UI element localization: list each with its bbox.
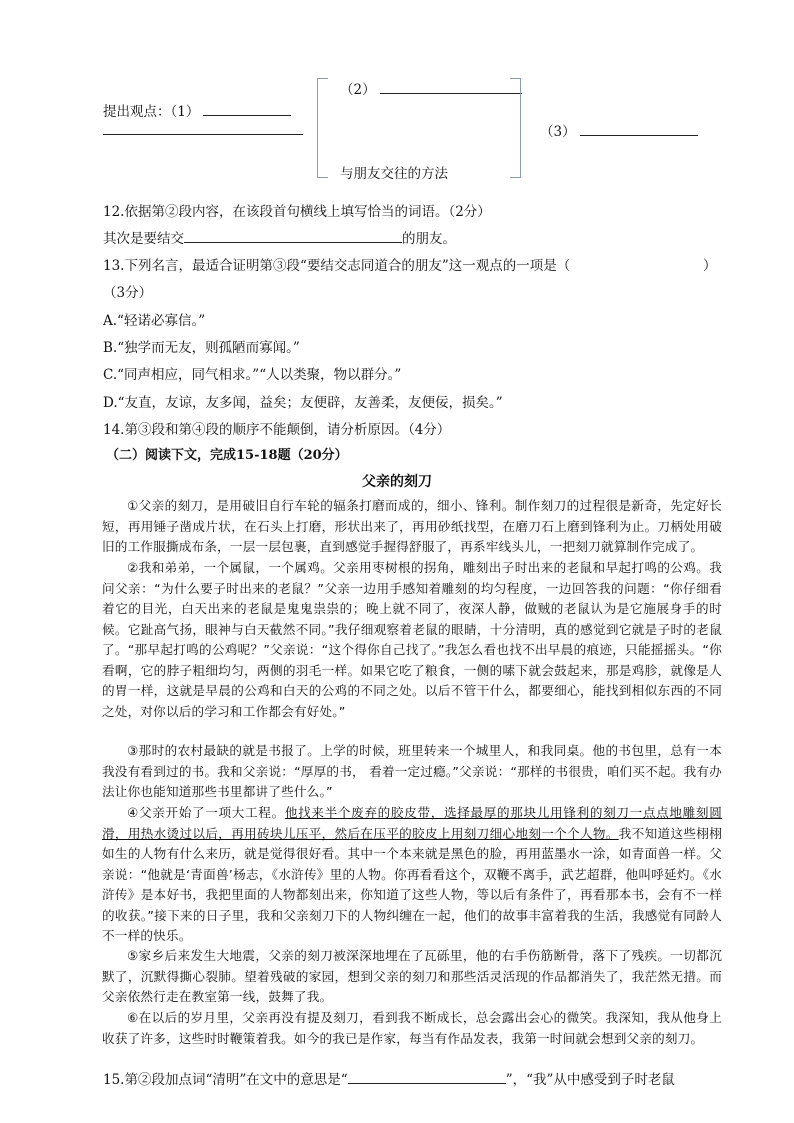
option-a[interactable]: A.“轻诺必寡信。” [103,313,206,329]
paragraph-1: ①父亲的刻刀，是用破旧自行车轮的辐条打磨而成的，细小、锋利。制作刻刀的过程很是新奇，先定好长短，再用锤子凿成片状，在石头上打磨，形状出来了，再用砂纸找型，在磨刀石上磨到锋利为止。刀柄处用破旧的工作服撕成布条，一层一层包裹，直到感觉手握得舒服了，再系牢线头儿，一把刻刀就算制作完成了。 [102,498,722,554]
question-13-close: ） [703,258,717,274]
article-title: 父亲的刻刀 [362,474,432,490]
section-2-heading: （二）阅读下文，完成15-18题（20分） [106,448,348,463]
left-bracket [317,78,328,178]
question-12-fill: 其次是要结交 的朋友。 [103,231,456,247]
answer-line-3[interactable] [580,135,698,136]
paragraph-5: ⑤家乡后来发生大地震，父亲的刻刀被深深地埋在了瓦砾里，他的右手伤筋断骨，落下了残疾。一切都沉默了，沉默得撕心裂肺。望着残破的家园，想到父亲的刻刀和那些活灵活现的作品都消失了，我茫然无措。而父亲依然行走在教室第一线，鼓舞了我。 [102,948,722,1004]
paragraph-3: ③那时的农村最缺的就是书报了。上学的时候，班里转来一个城里人，和我同桌。他的书包里，总有一本我没有看到过的书。我和父亲说：“厚厚的书， 看着一定过瘾。”父亲说：“那样的书很贵，咱们买不起。我有办法让你也能知道那些书里都讲了些什么。” [102,743,722,799]
paragraph-6: ⑥在以后的岁月里，父亲再没有提及刻刀，看到我不断成长，总会露出会心的微笑。我深知，我从他身上收获了许多，这些时时鞭策着我。如今的我已是作家，每当有作品发表，我第一时间就会想到父亲的刻刀。 [102,1010,722,1046]
question-14: 14.第③段和第④段的顺序不能颠倒，请分析原因。（4分） [103,422,451,438]
question-15: 15.第②段加点词“清明”在文中的意思是“ ”，“我”从中感受到子时老鼠 [103,1072,675,1088]
answer-line-1b[interactable] [103,134,303,135]
question-13-score: （3分） [103,285,153,301]
underlined-sentence: 他找来半个废弃的胶皮带，选择最厚的那块儿用锋利的刻刀一点点地雕刻圆滑，用热水烫过以后，再用砖块儿压平，然后在压平的胶皮上用刻刀细心地刻一个个人物。 [102,805,722,841]
answer-line-1[interactable] [203,115,291,116]
answer-line-12[interactable] [184,242,402,243]
paragraph-4: ④父亲开始了一项大工程。他找来半个废弃的胶皮带，选择最厚的那块儿用锋利的刻刀一点点地雕刻圆滑，用热水烫过以后，再用砖块儿压平，然后在压平的胶皮上用刻刀细心地刻一个个人物。我不知道这些栩栩如生的人物有什么来历，就是觉得很好看。其中一个本来就是黑色的脸，再用蓝墨水一涂，如青面兽一样。父亲说：“他就是‘青面兽’杨志，《水浒传》里的人物。你再看看这个，双鞭不离手，武艺超群，他叫呼延灼。《水浒传》是本好书，我把里面的人物都刻出来，你知道了这些人物，等以后有条件了，再看那本书，会有不一样的收获。”接下来的日子里，我和父亲刻刀下的人物纠缠在一起，他们的故事丰富着我的生活，我感觉有同龄人不一样的快乐。 [102,805,722,943]
option-c[interactable]: C.“同声相应，同气相求。”“人以类聚，物以群分。” [103,367,402,383]
diagram-label-2: （2） [340,78,522,98]
answer-line-2[interactable] [380,93,522,94]
right-bracket [510,78,521,178]
answer-line-15[interactable] [348,1083,506,1084]
option-b[interactable]: B.“独学而无友，则孤陋而寡闻。” [103,340,300,356]
paragraph-2: ②我和弟弟，一个属鼠，一个属鸡。父亲用枣树根的拐角，雕刻出子时出来的老鼠和早起打鸣的公鸡。我问父亲：“为什么要子时出来的老鼠？”父亲一边用手感知着雕刻的均匀程度，一边回答我的问题：“你仔细看着它的目光，白天出来的老鼠是鬼鬼祟祟的；晚上就不同了，夜深人静，做贼的老鼠认为是它施展身手的时候。它趾高气扬，眼神与白天截然不同。”我仔细观察着老鼠的眼睛，十分清明，真的感觉到它就是子时的老鼠了。“那早起打鸣的公鸡呢？”父亲说：“这个得你自己找了。”我怎么看也找不出早晨的痕迹，只能摇摇头。“你看啊，它的脖子粗细均匀，两侧的羽毛一样。如果它吃了粮食，一侧的嗉下就会鼓起来，那是鸡胗，就像是人的胃一样，这就是早晨的公鸡和白天的公鸡的不同之处。以后不管干什么，都要细心，能找到相似东西的不同之处，对你以后的学习和工作都会有好处。” [102,560,722,719]
question-12: 12.依据第②段内容，在该段首句横线上填写恰当的词语。（2分） [103,204,491,220]
diagram-label-viewpoint: 提出观点：（1） [103,100,291,120]
diagram-label-3: （3） [540,120,698,140]
question-13: 13.下列名言，最适合证明第③段“要结交志同道合的朋友”这一观点的一项是（ [103,258,571,274]
option-d[interactable]: D.“友直，友谅，友多闻，益矣；友便辟，友善柔，友便佞，损矣。” [103,395,503,411]
diagram-method-label: 与朋友交往的方法 [340,166,448,182]
